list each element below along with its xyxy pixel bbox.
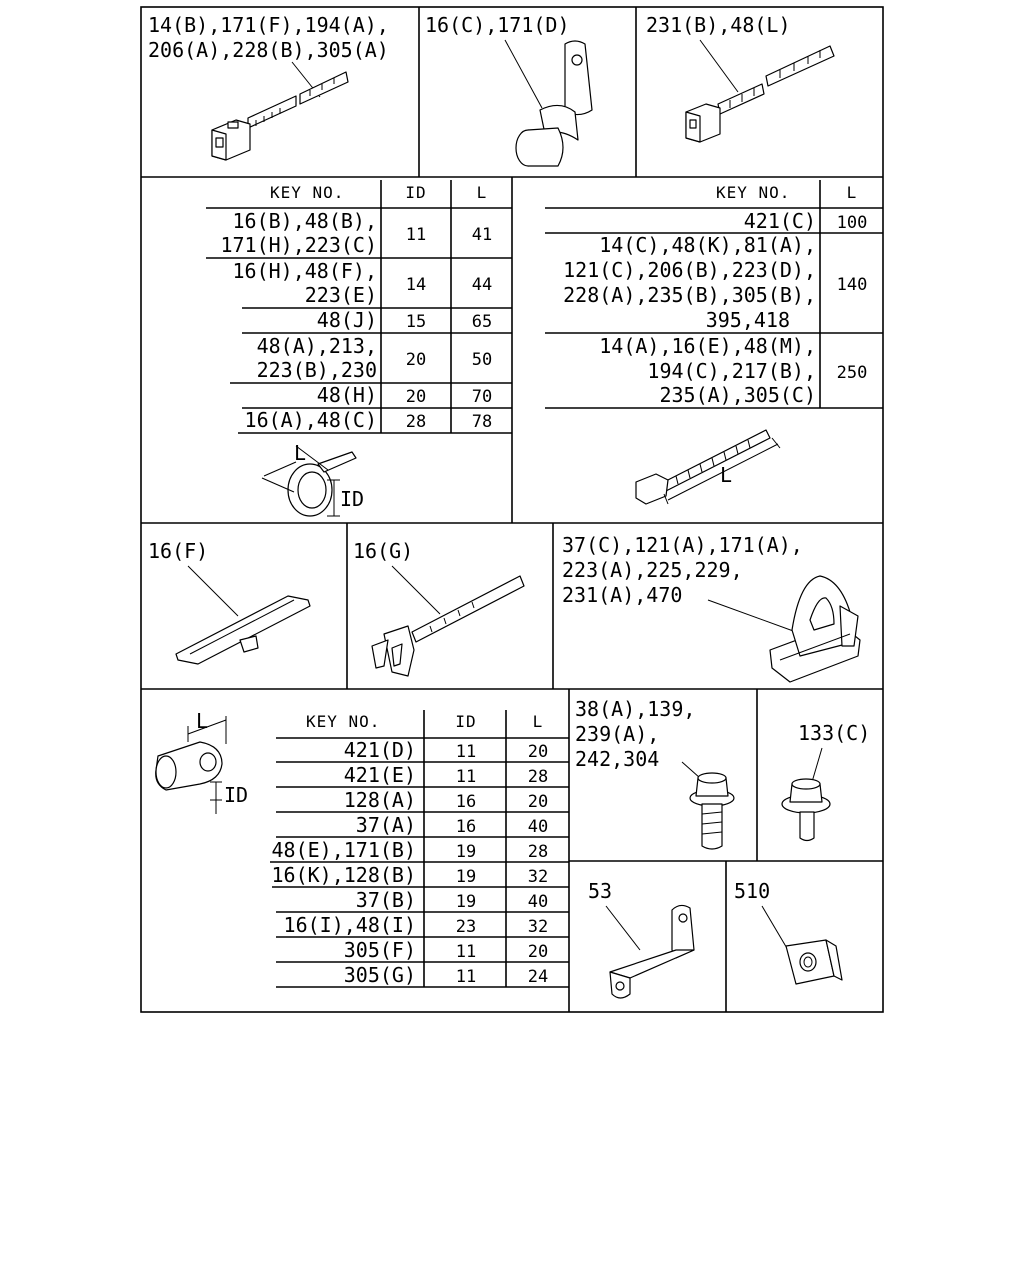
flange-bolt-icon <box>690 773 734 849</box>
cable-tie-with-mount-icon <box>212 72 348 160</box>
table-p-clip <box>156 709 569 987</box>
panel-label-line: 53 <box>588 879 613 903</box>
dimension-label: L <box>196 709 209 733</box>
table-cell-key: 128(A) <box>343 788 416 812</box>
table-cell-id: 20 <box>405 387 427 407</box>
table-cell-key: 16(H),48(F), <box>232 259 377 283</box>
panel-label-line: 206(A),228(B),305(A) <box>148 38 389 62</box>
table-cell-id: 11 <box>405 225 427 245</box>
table-cell-key: 48(A),213, <box>256 334 377 358</box>
panel-pipe-clamp <box>425 13 592 166</box>
table-cell-l: 78 <box>471 412 493 432</box>
table-long-tie <box>545 180 883 504</box>
table-cell-key: 395,418 <box>705 308 790 332</box>
push-mount-tie-icon <box>372 576 524 676</box>
table-cell-key: 37(A) <box>355 813 416 837</box>
cable-tie-icon <box>686 46 834 142</box>
table-cell-key: 421(E) <box>343 763 416 787</box>
column-header: L <box>476 183 488 202</box>
table-cell-id: 11 <box>455 942 477 962</box>
table-cell-key: 235(A),305(C) <box>659 383 816 407</box>
table-cell-l: 44 <box>471 275 493 295</box>
table-cell-l: 28 <box>527 842 549 862</box>
column-header: L <box>846 183 858 202</box>
panel-label-line: 16(C),171(D) <box>425 13 570 37</box>
table-cell-key: 421(D) <box>343 738 416 762</box>
long-cable-tie-icon <box>636 430 780 504</box>
dimension-label: L <box>294 441 307 465</box>
table-cell-key: 37(B) <box>355 888 416 912</box>
column-header: L <box>532 712 544 731</box>
column-header: KEY NO. <box>716 183 791 202</box>
flange-bolt-icon <box>782 779 830 841</box>
table-cell-l: 40 <box>527 892 549 912</box>
table-cell-l: 40 <box>527 817 549 837</box>
table-cell-id: 19 <box>455 867 477 887</box>
table-cell-key: 48(E),171(B) <box>271 838 416 862</box>
panel-label-line: 133(C) <box>798 721 871 745</box>
panel-flat-clip <box>148 539 310 664</box>
table-cell-id: 11 <box>455 967 477 987</box>
panel-bracket <box>588 879 694 998</box>
table-cell-l: 140 <box>836 275 868 295</box>
dimension-label: L <box>720 463 733 487</box>
panel-cable-tie-mount <box>148 13 389 160</box>
table-cell-key: 16(I),48(I) <box>283 913 416 937</box>
table-cell-id: 20 <box>405 350 427 370</box>
table-cell-key: 194(C),217(B), <box>647 359 816 383</box>
panel-square-nut <box>734 879 842 984</box>
square-nut-icon <box>786 940 842 984</box>
panel-wire-clip <box>562 533 860 682</box>
table-cell-key: 121(C),206(B),223(D), <box>563 258 816 282</box>
table-cell-l: 24 <box>527 967 549 987</box>
table-cell-l: 32 <box>527 917 549 937</box>
l-bracket-icon <box>610 905 694 998</box>
column-header: ID <box>405 183 427 202</box>
table-cell-key: 305(F) <box>343 938 416 962</box>
panel-label-line: 239(A), <box>575 722 660 746</box>
table-cell-id: 15 <box>405 312 427 332</box>
table-cell-key: 305(G) <box>343 963 416 987</box>
table-cell-key: 48(H) <box>316 383 377 407</box>
wire-clip-icon <box>770 576 860 682</box>
panel-label-line: 242,304 <box>575 747 660 771</box>
panel-label-line: 510 <box>734 879 771 903</box>
panel-bolt-133 <box>782 721 870 841</box>
table-cell-l: 65 <box>471 312 493 332</box>
panel-label-line: 38(A),139, <box>575 697 696 721</box>
dimension-label: ID <box>224 783 249 807</box>
column-header: KEY NO. <box>270 183 345 202</box>
panel-label-line: 16(G) <box>353 539 414 563</box>
table-cell-l: 70 <box>471 387 493 407</box>
flat-clip-icon <box>176 596 310 664</box>
table-cell-key: 16(A),48(C) <box>244 408 377 432</box>
panel-label-line: 231(A),470 <box>562 583 683 607</box>
table-cell-key: 171(H),223(C) <box>220 233 377 257</box>
table-cell-key: 14(A),16(E),48(M), <box>599 334 816 358</box>
table-cell-key: 223(B),230 <box>256 358 377 382</box>
dimension-label: ID <box>340 487 365 511</box>
table-cell-key: 48(J) <box>316 308 377 332</box>
table-cell-key: 421(C) <box>743 209 816 233</box>
p-clip-icon <box>156 716 226 814</box>
panel-label-line: 37(C),121(A),171(A), <box>562 533 803 557</box>
table-cell-id: 19 <box>455 892 477 912</box>
panel-label-line: 14(B),171(F),194(A), <box>148 13 389 37</box>
table-cell-id: 23 <box>455 917 477 937</box>
table-cell-l: 32 <box>527 867 549 887</box>
column-header: KEY NO. <box>306 712 381 731</box>
table-cell-l: 41 <box>471 225 493 245</box>
panel-push-mount-tie <box>353 539 524 676</box>
table-cell-key: 16(K),128(B) <box>271 863 416 887</box>
table-cell-id: 11 <box>455 767 477 787</box>
table-cell-l: 28 <box>527 767 549 787</box>
table-cell-l: 20 <box>527 942 549 962</box>
table-cell-l: 250 <box>836 363 868 383</box>
table-cell-l: 50 <box>471 350 493 370</box>
table-band-clamp <box>206 180 512 516</box>
table-cell-id: 14 <box>405 275 427 295</box>
table-cell-id: 16 <box>455 817 477 837</box>
panel-cable-tie <box>646 13 834 142</box>
table-cell-key: 223(E) <box>304 283 377 307</box>
panel-label-line: 16(F) <box>148 539 209 563</box>
panel-label-line: 231(B),48(L) <box>646 13 791 37</box>
table-cell-id: 16 <box>455 792 477 812</box>
table-cell-id: 28 <box>405 412 427 432</box>
table-cell-l: 100 <box>836 213 868 233</box>
table-cell-key: 14(C),48(K),81(A), <box>599 233 816 257</box>
table-cell-l: 20 <box>527 792 549 812</box>
panel-label-line: 223(A),225,229, <box>562 558 743 582</box>
table-cell-key: 16(B),48(B), <box>232 209 377 233</box>
table-cell-id: 11 <box>455 742 477 762</box>
table-cell-l: 20 <box>527 742 549 762</box>
panel-flange-bolt <box>575 697 734 849</box>
column-header: ID <box>455 712 477 731</box>
table-cell-key: 228(A),235(B),305(B), <box>563 283 816 307</box>
pipe-clamp-bracket-icon <box>516 41 592 166</box>
table-cell-id: 19 <box>455 842 477 862</box>
